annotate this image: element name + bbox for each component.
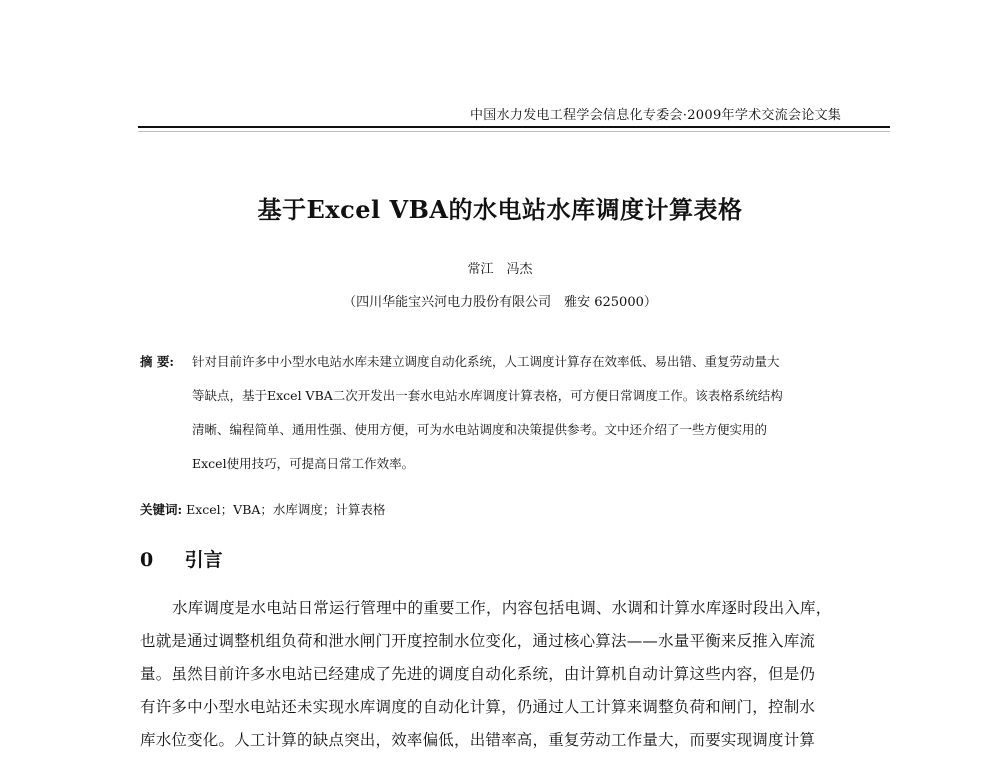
body-line: 量。虽然目前许多水电站已经建成了先进的调度自动化系统，由计算机自动计算这些内容，但是仍 xyxy=(140,665,816,683)
abstract-line: 针对目前许多中小型水电站水库未建立调度自动化系统，人工调度计算存在效率低、易出错、重复劳动量大 xyxy=(192,354,780,369)
abstract-label: 摘 要: xyxy=(140,354,174,369)
body-line: 水库调度是水电站日常运行管理中的重要工作，内容包括电调、水调和计算水库逐时段出入库， xyxy=(172,599,832,617)
body-line: 也就是通过调整机组负荷和泄水闸门开度控制水位变化，通过核心算法——水量平衡来反推入库流 xyxy=(140,632,816,650)
section-number: 0 xyxy=(140,549,154,571)
header-rule-thin xyxy=(138,131,890,132)
paper-authors: 常江 冯杰 xyxy=(467,262,533,277)
section-heading xyxy=(140,545,223,572)
paper-title: 基于Excel VBA的水电站水库调度计算表格 xyxy=(257,195,743,224)
keywords-text: Excel；VBA；水库调度；计算表格 xyxy=(186,502,386,517)
keywords-label: 关键词: xyxy=(140,502,183,517)
header-rule xyxy=(138,126,890,128)
abstract-line: 清晰、编程简单、通用性强、使用方便，可为水电站调度和决策提供参考。文中还介绍了一些方便实用的 xyxy=(192,422,768,437)
section-title: 引言 xyxy=(184,549,223,571)
running-header: 中国水力发电工程学会信息化专委会·2009年学术交流会论文集 xyxy=(470,108,842,123)
abstract-line: Excel使用技巧，可提高日常工作效率。 xyxy=(192,456,415,471)
abstract-line: 等缺点，基于Excel VBA二次开发出一套水电站水库调度计算表格，可方便日常调度工作。该表格系统结构 xyxy=(192,388,783,403)
paper-affiliation: （四川华能宝兴河电力股份有限公司 雅安 625000） xyxy=(343,295,657,310)
body-line: 有许多中小型水电站还未实现水库调度的自动化计算，仍通过人工计算来调整负荷和闸门，控制水 xyxy=(140,698,816,716)
body-line: 库水位变化。人工计算的缺点突出，效率偏低，出错率高，重复劳动工作量大，而要实现调度计算 xyxy=(140,731,816,749)
keywords xyxy=(140,500,385,518)
